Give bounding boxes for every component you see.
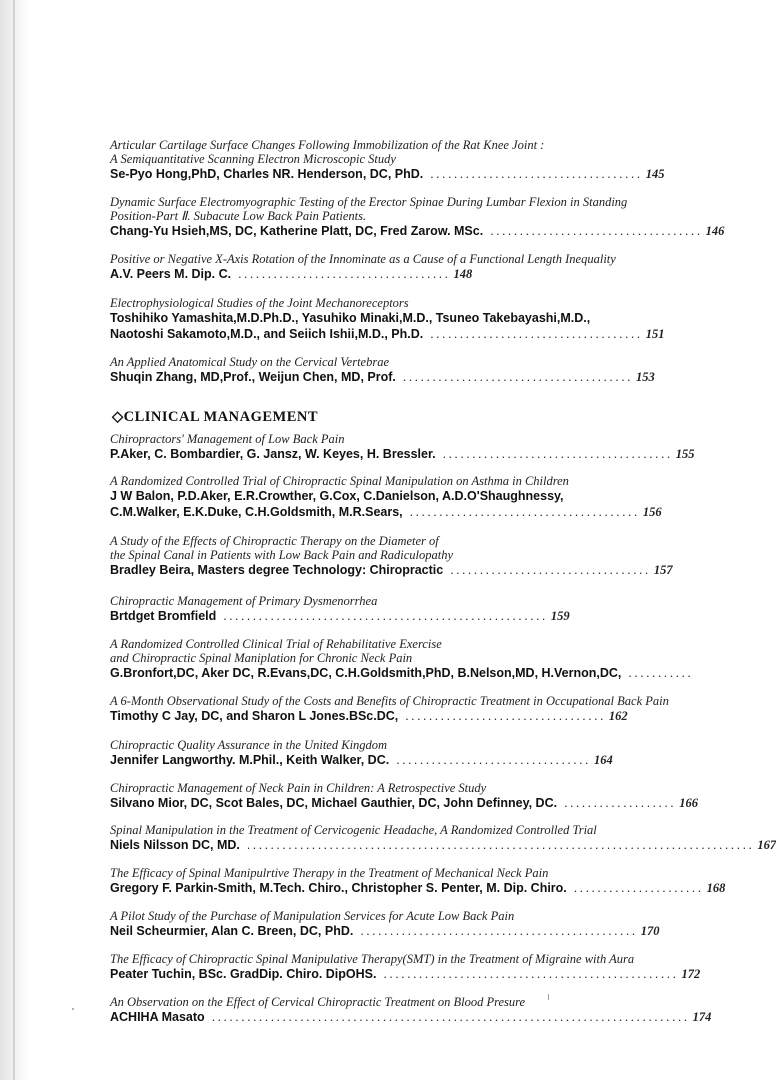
authors-line	[110, 708, 770, 726]
page-number: 170	[640, 924, 660, 938]
authors-line	[110, 266, 770, 284]
article-title-line: Positive or Negative X-Axis Rotation of the Innominate as a Cause of a Functional Length Inequality	[110, 252, 616, 266]
authors-line	[110, 504, 770, 522]
authors-text: Bradley Beira, Masters degree Technology: Chiropractic	[110, 563, 444, 577]
article-title-line: Articular Cartilage Surface Changes Following Immobilization of the Rat Knee Joint :	[110, 138, 545, 152]
book-binding-shadow	[0, 0, 30, 1080]
section-heading-clinical-management: ◇CLINICAL MANAGEMENT	[112, 409, 319, 425]
authors-text: Timothy C Jay, DC, and Sharon L Jones.BSc.DC,	[110, 709, 399, 723]
authors-text: Peater Tuchin, BSc. GradDip. Chiro. DipOHS.	[110, 967, 377, 981]
scan-speck	[72, 1008, 74, 1010]
dot-leader: ....................................	[489, 228, 702, 238]
article-title-line: A Pilot Study of the Purchase of Manipulation Services for Acute Low Back Pain	[110, 909, 515, 923]
authors-line	[110, 837, 776, 855]
toc-entry	[110, 995, 770, 1027]
toc-entry	[110, 823, 776, 855]
dot-leader: .................................	[395, 757, 590, 767]
article-title-line: An Applied Anatomical Study on the Cervical Vertebrae	[110, 355, 389, 369]
dot-leader: ...........	[627, 670, 693, 680]
toc-entry	[110, 909, 770, 941]
article-title-line: A 6-Month Observational Study of the Costs and Benefits of Chiropractic Treatment in Occupational Back Pain	[110, 694, 669, 708]
page-number: 151	[645, 327, 665, 341]
toc-entry	[110, 952, 770, 984]
page-number: 172	[681, 967, 701, 981]
authors-text: Se-Pyo Hong,PhD, Charles NR. Henderson, DC, PhD.	[110, 167, 424, 181]
article-title-line: and Chiropractic Spinal Maniplation for Chronic Neck Pain	[110, 651, 413, 665]
authors-line	[110, 446, 770, 464]
dot-leader: ....................................	[237, 271, 450, 281]
authors-text: Brtdget Bromfield	[110, 609, 217, 623]
article-title-line: Position-Part Ⅱ. Subacute Low Back Pain Patients.	[110, 209, 367, 223]
page-number: 167	[757, 838, 776, 852]
page-number: 155	[675, 447, 695, 461]
toc-entry	[110, 138, 770, 184]
toc-entry	[110, 432, 770, 464]
dot-leader: ......................	[572, 885, 703, 895]
page-number: 166	[679, 796, 698, 810]
authors-line	[110, 966, 770, 984]
authors-line	[110, 880, 770, 898]
dot-leader: .................................................................................	[210, 1014, 689, 1024]
page-number: 174	[692, 1010, 712, 1024]
article-title-line: Chiropractic Quality Assurance in the United Kingdom	[110, 738, 388, 752]
authors-text: A.V. Peers M. Dip. C.	[110, 267, 232, 281]
toc-entry	[110, 738, 770, 770]
page-number: 148	[453, 267, 473, 281]
toc-entry	[110, 594, 770, 626]
article-title-line: Chiropractic Management of Neck Pain in Children: A Retrospective Study	[110, 781, 487, 795]
article-title-line: Chiropractic Management of Primary Dysmenorrhea	[110, 594, 378, 608]
authors-text: Gregory F. Parkin-Smith, M.Tech. Chiro., Christopher S. Penter, M. Dip. Chiro.	[110, 881, 567, 895]
article-title-line: A Study of the Effects of Chiropractic Therapy on the Diameter of	[110, 534, 439, 548]
authors-line	[110, 752, 770, 770]
authors-line	[110, 665, 770, 683]
dot-leader: .......................................	[408, 509, 639, 519]
page-number: 162	[608, 709, 628, 723]
authors-text: P.Aker, C. Bombardier, G. Jansz, W. Keyes, H. Bressler.	[110, 447, 436, 461]
article-title-line: The Efficacy of Spinal Manipulrtive Therapy in the Treatment of Mechanical Neck Pain	[110, 866, 549, 880]
toc-entry	[110, 637, 770, 683]
page-number: 146	[705, 224, 725, 238]
page-number: 156	[642, 505, 662, 519]
authors-line	[110, 795, 770, 813]
dot-leader: ......................................................................................	[245, 842, 754, 852]
article-title-line: The Efficacy of Chiropractic Spinal Manipulative Therapy(SMT) in the Treatment of Migraine with Aura	[110, 952, 635, 966]
article-title-line: Dynamic Surface Electromyographic Testing of the Erector Spinae During Lumbar Flexion in Standing	[110, 195, 628, 209]
article-title-line: the Spinal Canal in Patients with Low Back Pain and Radiculopathy	[110, 548, 454, 562]
page-number: 164	[593, 753, 613, 767]
authors-text: Neil Scheurmier, Alan C. Breen, DC, PhD.	[110, 924, 354, 938]
toc-entry	[110, 781, 770, 813]
authors-text: C.M.Walker, E.K.Duke, C.H.Goldsmith, M.R.Sears,	[110, 505, 403, 519]
authors-line	[110, 1009, 770, 1027]
dot-leader: .......................................	[401, 374, 633, 384]
toc-entry	[110, 296, 770, 344]
page-number: 145	[645, 167, 665, 181]
article-title-line: A Randomized Controlled Trial of Chiropractic Spinal Manipulation on Asthma in Children	[110, 474, 569, 488]
toc-entry	[110, 355, 770, 387]
toc-entry	[110, 474, 770, 522]
authors-text: ACHIHA Masato	[110, 1010, 205, 1024]
dot-leader: ..................................................	[382, 971, 678, 981]
authors-line	[110, 923, 770, 941]
authors-line	[110, 326, 770, 344]
toc-entry	[110, 195, 770, 241]
authors-text: Niels Nilsson DC, MD.	[110, 838, 240, 852]
article-title-line: A Randomized Controlled Clinical Trial of Rehabilitative Exercise	[110, 637, 442, 651]
authors-line	[110, 562, 770, 580]
dot-leader: ...................	[563, 800, 676, 810]
authors-line: Toshihiko Yamashita,M.D.Ph.D., Yasuhiko Minaki,M.D., Tsuneo Takebayashi,M.D.,	[110, 311, 591, 325]
page-number: 159	[550, 609, 570, 623]
toc-entry	[110, 866, 770, 898]
dot-leader: .......................................................	[222, 613, 547, 623]
article-title-line: Electrophysiological Studies of the Joint Mechanoreceptors	[110, 296, 409, 310]
dot-leader: ..................................	[404, 713, 605, 723]
toc-entry	[110, 252, 770, 284]
page-number: 157	[653, 563, 673, 577]
dot-leader: ..................................	[449, 567, 650, 577]
authors-line	[110, 166, 770, 184]
authors-text: Jennifer Langworthy. M.Phil., Keith Walker, DC.	[110, 753, 390, 767]
toc-entry	[110, 534, 770, 580]
toc-entry	[110, 694, 770, 726]
dot-leader: .......................................	[441, 451, 672, 461]
page-number: 153	[636, 370, 655, 384]
dot-leader: ....................................	[429, 331, 642, 341]
dot-leader: ....................................	[429, 171, 642, 181]
page-number: 168	[706, 881, 726, 895]
authors-text: Shuqin Zhang, MD,Prof., Weijun Chen, MD, Prof.	[110, 370, 396, 384]
authors-line	[110, 369, 770, 387]
authors-text: Naotoshi Sakamoto,M.D., and Seiich Ishii,M.D., Ph.D.	[110, 327, 424, 341]
authors-text: G.Bronfort,DC, Aker DC, R.Evans,DC, C.H.Goldsmith,PhD, B.Nelson,MD, H.Vernon,DC,	[110, 666, 622, 680]
authors-line	[110, 223, 770, 241]
authors-line: J W Balon, P.D.Aker, E.R.Crowther, G.Cox, C.Danielson, A.D.O'Shaughnessy,	[110, 489, 564, 503]
article-title-line: Spinal Manipulation in the Treatment of Cervicogenic Headache, A Randomized Controlled Trial	[110, 823, 597, 837]
article-title-line: A Semiquantitative Scanning Electron Microscopic Study	[110, 152, 396, 166]
dot-leader: ...............................................	[359, 928, 637, 938]
article-title-line: Chiropractors' Management of Low Back Pain	[110, 432, 345, 446]
authors-text: Chang-Yu Hsieh,MS, DC, Katherine Platt, DC, Fred Zarow. MSc.	[110, 224, 484, 238]
authors-text: Silvano Mior, DC, Scot Bales, DC, Michael Gauthier, DC, John Definney, DC.	[110, 796, 558, 810]
binding-crease	[13, 0, 15, 1080]
article-title-line: An Observation on the Effect of Cervical Chiropractic Treatment on Blood Presure	[110, 995, 526, 1009]
authors-line	[110, 608, 770, 626]
